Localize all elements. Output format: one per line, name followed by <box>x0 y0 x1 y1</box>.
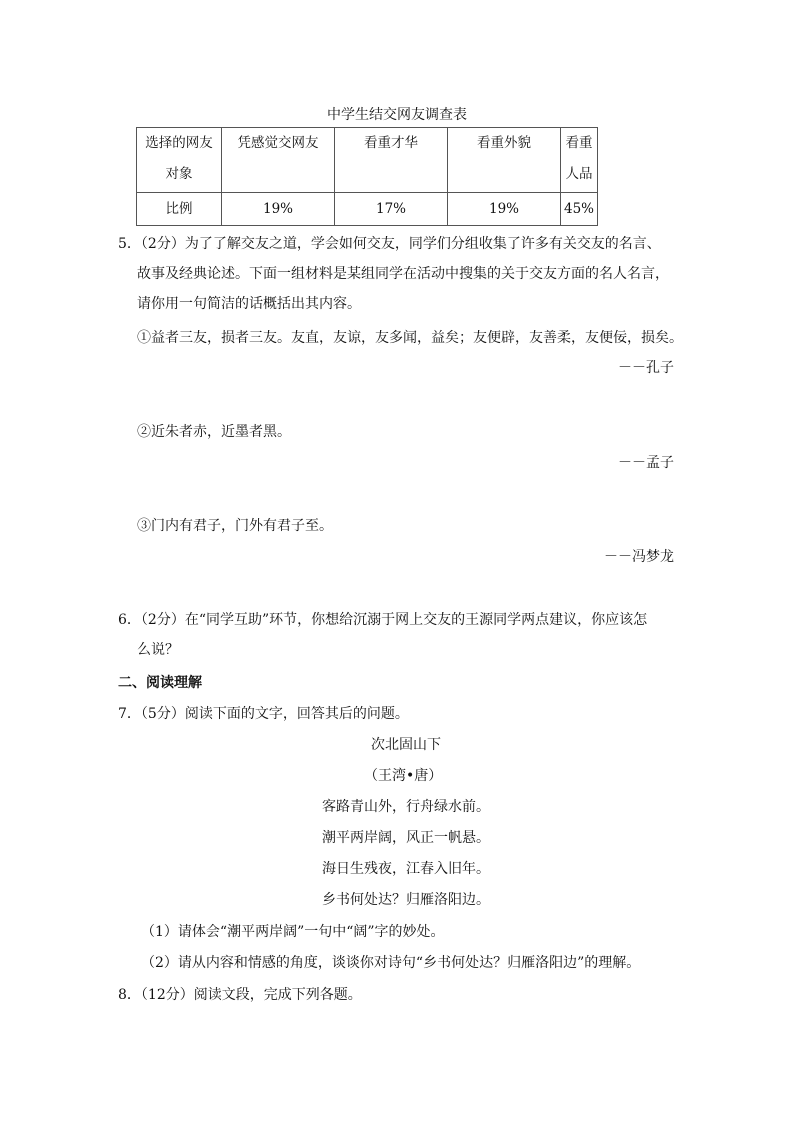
question-5-line: 5．（2分）为了了解交友之道，学会如何交友，同学们分组收集了许多有关交友的名言、 <box>118 236 661 252</box>
question-6-line: 么说？ <box>137 642 179 658</box>
column-header-line: 人品 <box>565 166 593 182</box>
poem-title: 次北固山下 <box>371 737 441 753</box>
row-header-line: 选择的网友 <box>145 135 213 151</box>
quote-text: ③门内有君子，门外有君子至。 <box>137 518 333 534</box>
table-cell: 17% <box>335 193 448 226</box>
table-title: 中学生结交网友调查表 <box>327 107 467 123</box>
table-cell: 19% <box>448 193 561 226</box>
column-header: 看重才华 <box>335 128 448 193</box>
quote-author: －－冯梦龙 <box>604 549 674 565</box>
question-7-sub-2: （2）请从内容和情感的角度，谈谈你对诗句“乡书何处达？归雁洛阳边”的理解。 <box>141 955 641 971</box>
table-cell: 19% <box>222 193 335 226</box>
quote-author: －－孟子 <box>618 455 674 471</box>
question-7-sub-1: （1）请体会“潮平两岸阔”一句中“阔”字的妙处。 <box>141 924 445 940</box>
quote-author: －－孔子 <box>618 360 674 376</box>
row-header-cell <box>137 128 222 193</box>
question-5-line: 故事及经典论述。下面一组材料是某组同学在活动中搜集的关于交友方面的名人名言， <box>137 266 669 282</box>
column-header: 凭感觉交网友 <box>222 128 335 193</box>
question-5-line: 请你用一句简洁的话概括出其内容。 <box>137 296 361 312</box>
poem-line: 潮平两岸阔，风正一帆悬。 <box>322 830 490 846</box>
table-values-row <box>137 193 598 226</box>
poem-author: （王湾•唐） <box>364 768 443 784</box>
section-heading: 二、阅读理解 <box>118 675 202 691</box>
survey-table <box>136 127 598 226</box>
row-header-cell: 比例 <box>137 193 222 226</box>
quote-text: ①益者三友，损者三友。友直，友谅，友多闻，益矣；友便辟，友善柔，友便佞，损矣。 <box>137 330 683 346</box>
question-7-intro: 7．（5分）阅读下面的文字，回答其后的问题。 <box>118 706 409 722</box>
question-6-line: 6．（2分）在“同学互助”环节，你想给沉溺于网上交友的王源同学两点建议，你应该怎 <box>118 612 648 628</box>
quote-text: ②近朱者赤，近墨者黑。 <box>137 424 291 440</box>
table-cell: 45% <box>561 193 598 226</box>
poem-line: 客路青山外，行舟绿水前。 <box>322 799 490 815</box>
column-header <box>561 128 598 193</box>
poem-line: 海日生残夜，江春入旧年。 <box>322 861 490 877</box>
row-header-line: 对象 <box>165 166 193 182</box>
question-8-intro: 8．（12分）阅读文段，完成下列各题。 <box>118 987 362 1003</box>
poem-line: 乡书何处达？归雁洛阳边。 <box>322 892 490 908</box>
column-header-line: 看重 <box>565 135 593 151</box>
column-header: 看重外貌 <box>448 128 561 193</box>
table-header-row <box>137 128 598 193</box>
